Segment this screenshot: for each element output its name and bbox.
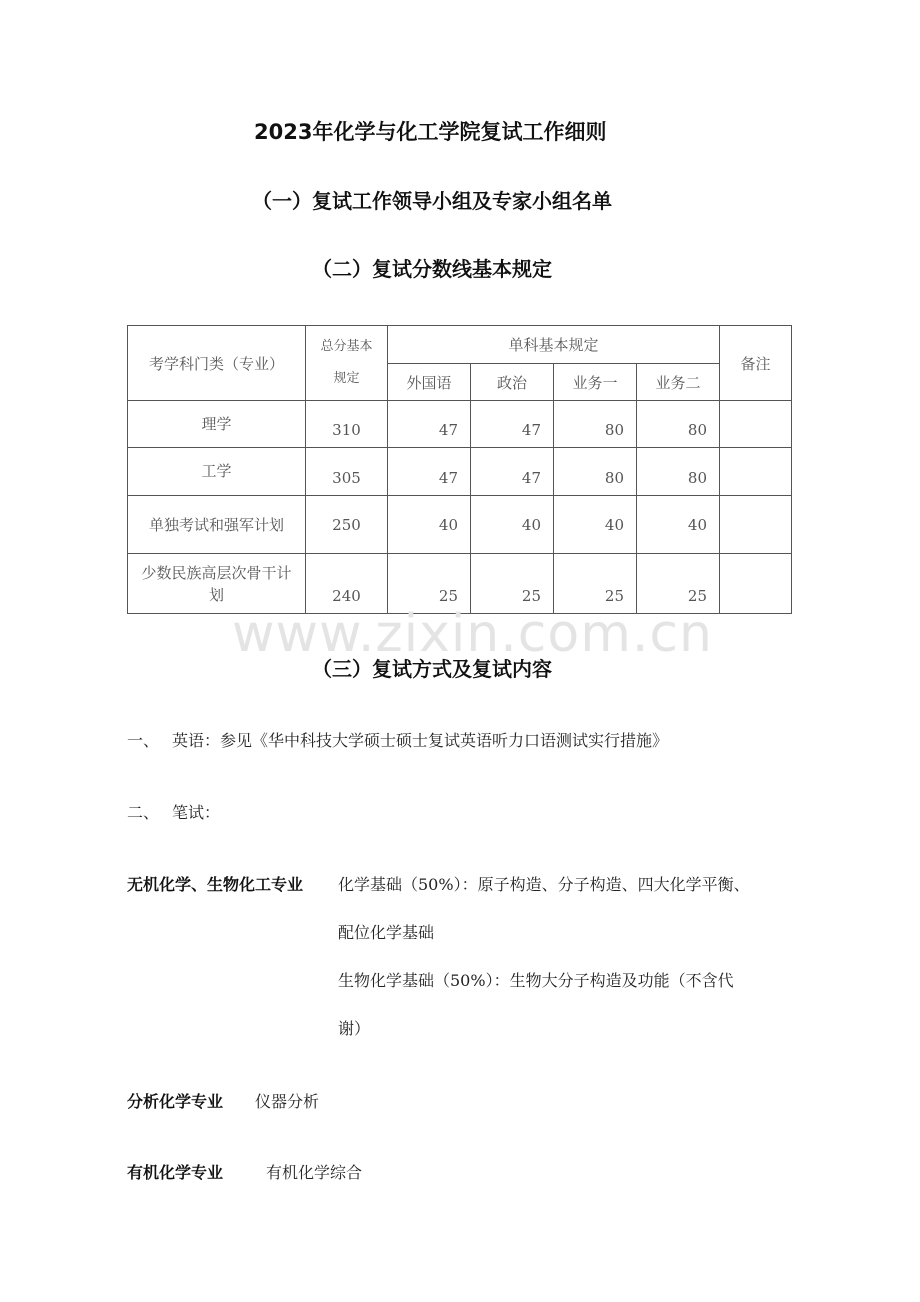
row-category: 工学 <box>128 448 306 496</box>
row-category: 理学 <box>128 401 306 448</box>
row-foreign: 40 <box>388 496 471 554</box>
table-row <box>128 496 792 554</box>
row-foreign: 47 <box>388 401 471 448</box>
row-politics: 47 <box>471 448 554 496</box>
row-course1: 40 <box>554 496 637 554</box>
major-content: 有机化学综合 <box>266 1163 363 1182</box>
major-content-line: 谢） <box>338 1019 371 1038</box>
list-item-number: 二、 <box>127 803 160 822</box>
row-course2: 80 <box>637 401 720 448</box>
row-category: 单独考试和强军计划 <box>128 496 306 554</box>
major-label: 无机化学、生物化工专业 <box>127 875 304 894</box>
section-heading-2: （二）复试分数线基本规定 <box>312 257 552 281</box>
row-course2: 80 <box>637 448 720 496</box>
row-total: 305 <box>306 448 388 496</box>
row-remark <box>720 496 792 554</box>
page-title: 2023年化学与化工学院复试工作细则 <box>254 120 607 144</box>
row-total: 240 <box>306 554 388 614</box>
header-category: 考学科门类（专业） <box>128 326 306 401</box>
major-label: 分析化学专业 <box>127 1092 224 1111</box>
row-foreign: 25 <box>388 554 471 614</box>
score-table <box>127 325 792 614</box>
header-politics: 政治 <box>471 364 554 401</box>
row-remark <box>720 401 792 448</box>
row-category: 少数民族高层次骨干计划 <box>128 554 306 614</box>
row-course1: 80 <box>554 448 637 496</box>
header-foreign: 外国语 <box>388 364 471 401</box>
table-row <box>128 448 792 496</box>
row-total: 310 <box>306 401 388 448</box>
major-content-line: 生物化学基础（50%）：生物大分子构造及功能（不含代 <box>338 971 734 990</box>
major-content-line: 配位化学基础 <box>338 923 435 942</box>
row-course1: 80 <box>554 401 637 448</box>
header-total <box>306 326 388 401</box>
row-politics: 25 <box>471 554 554 614</box>
row-remark <box>720 554 792 614</box>
row-course2: 25 <box>637 554 720 614</box>
row-total: 250 <box>306 496 388 554</box>
table-row <box>128 401 792 448</box>
watermark: www.zixin.com.cn <box>232 604 713 664</box>
row-remark <box>720 448 792 496</box>
list-item-number: 一、 <box>127 731 160 750</box>
header-remark: 备注 <box>720 326 792 401</box>
header-course1: 业务一 <box>554 364 637 401</box>
list-item-text: 笔试： <box>172 803 221 822</box>
header-course2: 业务二 <box>637 364 720 401</box>
section-heading-1: （一）复试工作领导小组及专家小组名单 <box>252 189 612 213</box>
header-total-line1: 总分基本 <box>320 339 373 354</box>
row-politics: 40 <box>471 496 554 554</box>
section-heading-3: （三）复试方式及复试内容 <box>312 657 552 681</box>
row-foreign: 47 <box>388 448 471 496</box>
major-content-line: 化学基础（50%）：原子构造、分子构造、四大化学平衡、 <box>338 875 750 894</box>
major-content: 仪器分析 <box>255 1092 320 1111</box>
major-label: 有机化学专业 <box>127 1163 224 1182</box>
row-course1: 25 <box>554 554 637 614</box>
header-single-subject: 单科基本规定 <box>388 326 720 364</box>
row-politics: 47 <box>471 401 554 448</box>
header-total-line2: 规定 <box>333 371 360 386</box>
row-course2: 40 <box>637 496 720 554</box>
list-item-text: 英语：参见《华中科技大学硕士硕士复试英语听力口语测试实行措施》 <box>172 731 669 750</box>
